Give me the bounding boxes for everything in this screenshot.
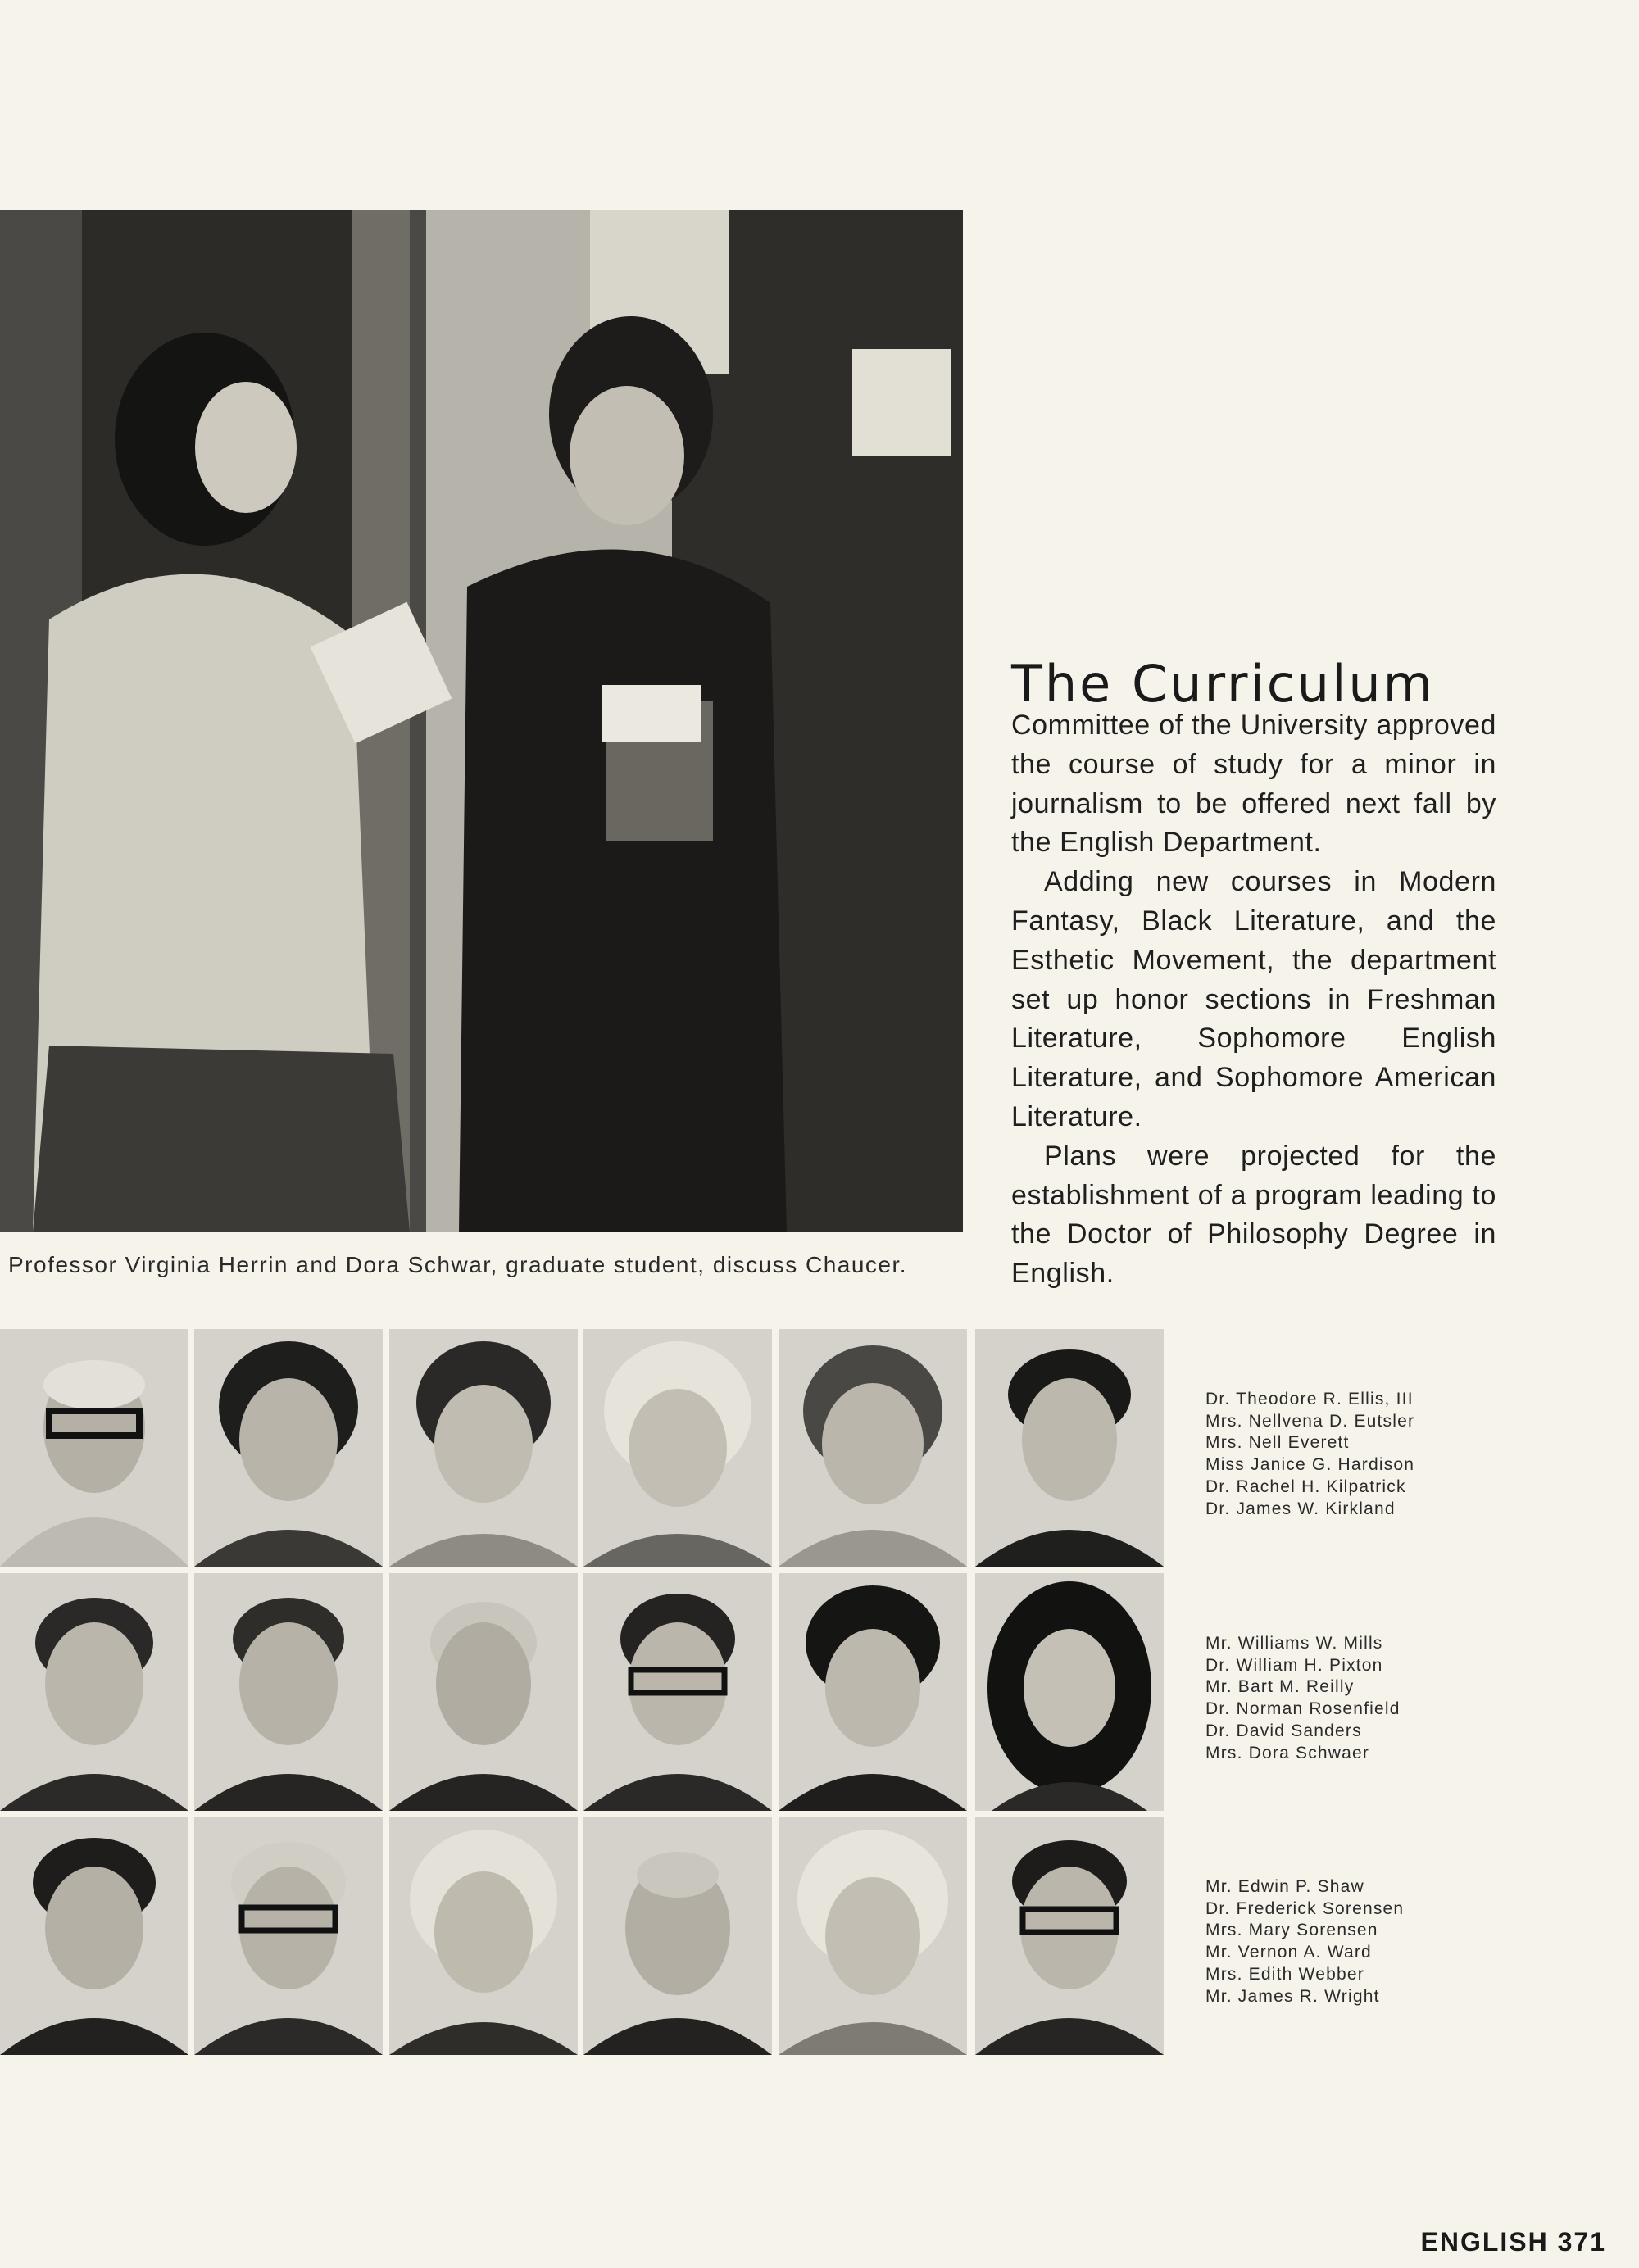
faculty-portrait: [583, 1329, 772, 1567]
faculty-name: Mrs. Mary Sorensen: [1205, 1921, 1378, 1940]
faculty-name: Dr. Frederick Sorensen: [1205, 1898, 1405, 1918]
faculty-name-list: [1205, 1389, 1414, 1520]
faculty-portrait: [975, 1817, 1164, 2055]
hero-photo: [0, 210, 963, 1232]
faculty-name: Mr. Bart M. Reilly: [1205, 1677, 1355, 1697]
hero-caption: Professor Virginia Herrin and Dora Schwar, graduate student, discuss Chaucer.: [8, 1252, 908, 1277]
faculty-portrait: [389, 1329, 578, 1567]
faculty-portrait: [583, 1817, 772, 2055]
faculty-name: Dr. Norman Rosenfield: [1205, 1699, 1401, 1719]
article-heading: The Curriculum: [1011, 654, 1436, 714]
faculty-name: Mrs. Dora Schwaer: [1205, 1743, 1370, 1762]
faculty-name: Mrs. Nell Everett: [1205, 1433, 1350, 1453]
faculty-name: Dr. James W. Kirkland: [1205, 1499, 1396, 1518]
faculty-name: Dr. William H. Pixton: [1205, 1655, 1383, 1675]
faculty-portrait: [194, 1573, 383, 1811]
faculty-name-list: [1205, 1876, 1404, 2007]
faculty-portrait: [975, 1573, 1164, 1811]
faculty-name: Mrs. Edith Webber: [1205, 1964, 1364, 1984]
faculty-portrait: [779, 1573, 967, 1811]
faculty-name: Dr. David Sanders: [1205, 1721, 1362, 1740]
article-paragraph: Committee of the University approved the course of study for a minor in journalism to be offered next fall by the English Department.: [1011, 710, 1496, 859]
page-folio: ENGLISH 371: [1420, 2227, 1606, 2257]
faculty-name: Mr. Edwin P. Shaw: [1205, 1877, 1364, 1896]
faculty-portrait: [0, 1817, 188, 2055]
article-body: [1011, 706, 1496, 1294]
faculty-portrait: [389, 1573, 578, 1811]
faculty-name-list: [1205, 1633, 1401, 1764]
faculty-portrait: [194, 1817, 383, 2055]
faculty-portrait: [779, 1817, 967, 2055]
faculty-portrait-grid: [0, 1329, 1160, 2060]
faculty-name: Mr. Williams W. Mills: [1205, 1634, 1383, 1653]
faculty-name: Miss Janice G. Hardison: [1205, 1455, 1415, 1475]
faculty-portrait: [194, 1329, 383, 1567]
faculty-portrait: [389, 1817, 578, 2055]
faculty-name: Dr. Rachel H. Kilpatrick: [1205, 1476, 1406, 1496]
faculty-name: Dr. Theodore R. Ellis, III: [1205, 1390, 1414, 1408]
faculty-name: Mrs. Nellvena D. Eutsler: [1205, 1411, 1415, 1431]
article-paragraph: Adding new courses in Modern Fantasy, Black Literature, and the Esthetic Movement, the department set up honor sections in Freshman Literature, Sophomore English Literature, and Sophomore American Literature.: [1011, 866, 1496, 1132]
faculty-name: Mr. Vernon A. Ward: [1205, 1943, 1372, 1962]
faculty-portrait: [0, 1573, 188, 1811]
faculty-name: Mr. James R. Wright: [1205, 1986, 1380, 2006]
faculty-portrait: [583, 1573, 772, 1811]
faculty-portrait: [0, 1329, 188, 1567]
faculty-portrait: [779, 1329, 967, 1567]
article-paragraph: Plans were projected for the establishment of a program leading to the Doctor of Philosophy Degree in English.: [1011, 1140, 1496, 1290]
faculty-portrait: [975, 1329, 1164, 1567]
